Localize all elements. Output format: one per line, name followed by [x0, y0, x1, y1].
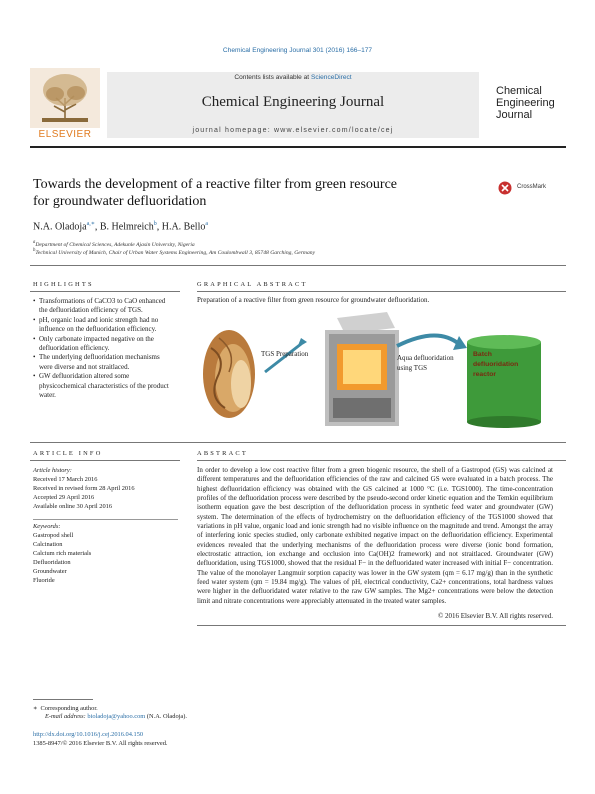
footnote-divider [33, 699, 93, 700]
article-title-line: Towards the development of a reactive filter from green resource [33, 177, 398, 192]
graphical-abstract-heading: GRAPHICAL ABSTRACT [197, 281, 308, 288]
email-owner: (N.A. Oladoja). [146, 713, 187, 720]
abstract-heading: ABSTRACT [197, 450, 248, 457]
arrow-icon [265, 344, 301, 372]
article-history-label: Article history: [33, 467, 72, 474]
email-label: E-mail address: [45, 713, 86, 720]
header-divider [30, 146, 566, 148]
section-divider [30, 265, 566, 266]
batch-reactor-image [467, 335, 541, 428]
keyword: Gastropod shell [33, 532, 74, 539]
doi-link[interactable]: http://dx.doi.org/10.1016/j.cej.2016.04.150 [33, 731, 144, 738]
journal-citation[interactable]: Chemical Engineering Journal 301 (2016) 166–177 [222, 47, 373, 54]
affiliation-text: Department of Chemical Sciences, Adekunle Ajasin University, Nigeria [35, 241, 195, 248]
sciencedirect-link[interactable]: ScienceDirect [310, 74, 352, 81]
highlight-item: • The underlying defluoridation mechanisms were diverse and not straitlaced. [33, 353, 173, 372]
cover-title-line: Chemical [496, 85, 542, 97]
article-title [33, 176, 473, 210]
elsevier-wordmark: ELSEVIER [38, 129, 92, 140]
highlight-item: • Transformations of CaCO3 to CaO enhanced the defluoridation efficiency of TGS. [33, 297, 173, 316]
keywords-label: Keywords: [33, 523, 61, 530]
email-note [45, 713, 187, 720]
history-date: Received 17 March 2016 [33, 476, 98, 483]
contents-available-line [107, 74, 479, 81]
furnace-image [325, 312, 399, 426]
crossmark-button[interactable] [498, 181, 558, 195]
affiliation-marker: a [33, 240, 36, 245]
journal-title: Chemical Engineering Journal [201, 94, 385, 110]
journal-cover-title [496, 85, 576, 121]
article-title-line: for groundwater defluoridation [33, 194, 207, 209]
author-name[interactable]: N.A. Oladoja [33, 221, 87, 233]
section-divider [197, 625, 566, 626]
ga-reactor-label: reactor [473, 371, 497, 378]
corresponding-marker: ∗ [33, 705, 38, 712]
heading-underline [30, 291, 180, 292]
heading-underline [30, 460, 180, 461]
elsevier-tree-icon [30, 68, 100, 128]
author-name[interactable]: H.A. Bello [161, 221, 206, 233]
issn-copyright: 1385-8947/© 2016 Elsevier B.V. All rights reserved. [33, 740, 168, 747]
keyword: Groundwater [33, 568, 67, 575]
ga-label-preparation: TGS Preparation [261, 350, 309, 358]
author-list: N.A. Oladoja$^{a,∗}$, B. Helmreich$^b$, H.A. Bello$^a$ [33, 221, 209, 233]
crossmark-label: CrossMark [517, 184, 547, 190]
author-name[interactable]: B. Helmreich [99, 221, 154, 233]
corresponding-author-note [33, 704, 98, 712]
article-info-heading: ARTICLE INFO [33, 450, 103, 457]
graphical-abstract-figure[interactable] [197, 308, 566, 434]
keyword: Calcium rich materials [33, 550, 92, 557]
ga-reactor-label: defluoridation [473, 361, 519, 368]
arrow-head-icon [297, 338, 307, 348]
article-history [33, 466, 183, 511]
arrow-icon [397, 335, 459, 346]
keywords-block [33, 522, 183, 585]
ga-label-aqua: Aqua defluoridation [397, 354, 454, 362]
heading-underline [197, 460, 566, 461]
ga-label-aqua: using TGS [397, 364, 428, 372]
highlight-item: • GW defluoridation altered some physicochemical characteristics of the product water. [33, 372, 173, 400]
affiliation-b [33, 248, 315, 256]
keyword: Fluoride [33, 577, 55, 584]
author-affiliation-marker[interactable]: a [205, 221, 209, 227]
affiliation-a [33, 240, 195, 248]
author-affiliation-marker[interactable]: a,∗ [86, 221, 95, 227]
crossmark-icon [498, 181, 514, 195]
history-date: Accepted 29 April 2016 [33, 494, 95, 501]
highlight-item: • pH, organic load and ionic strength had no influence on the defluoridation efficiency. [33, 316, 173, 335]
elsevier-logo[interactable] [30, 68, 100, 140]
cover-title-line: Engineering [496, 97, 555, 109]
keyword: Defluoridation [33, 559, 71, 566]
graphical-abstract-caption: Preparation of a reactive filter from green resource for groundwater defluoridation. [197, 296, 430, 304]
keyword: Calcination [33, 541, 63, 548]
abstract-body: In order to develop a low cost reactive filter from a green biogenic resource, the shell of a Gastropod (GS) was calcined at different temperatures and the defluoridation efficiencies of the raw and calcined GS were evaluated in a batch process. The highest defluoridation efficiency was obtained with the GS calcined at 1000 °C (i.e. TGS1000). The time-concentration profiles of the defluoridation process were described by the pseudo-second order kinetic equation and the Temkin equilibrium isotherm equation gave the best description of the defluoridation process in synthetic feed water and groundwater (GW) system. The determination of the effects of hydrochemistry on the defluoridation efficiency of the TGS1000 showed that variations in pH value, organic load and ionic strength had no visible influence on the magnitude and trend. Amongst the array of interfering ionic species studied, only carbonate exhibited negative impact on the defluoridation efficiency. Experimental evidences revealed that the underlying mechanisms of the defluoridation process were diverse (ionic bond formation, electrostatic attraction, ion exchange and occlusion into Ca(OH)2 framework) and not straitlaced. Groundwater (GW) defluoridation, using TGS1000, showed that the residual F− in the defluoridated water increased with initial F− concentration. The value of the monolayer Langmuir sorption capacity was lower in the GW system (qm = 6.17 mg/g) than in the synthetic feed water system (qm = 19.84 mg/g). The values of pH, electrical conductivity, Ca2+ concentrations, total hardness values were higher in the defluoridated water relative to the raw GW samples. The Mg2+ concentrations were below the detection limit and nitrate concentrations were appreciably attenuated in the treated water samples. [197, 466, 553, 605]
highlights-heading: HIGHLIGHTS [33, 281, 94, 288]
keywords-divider [33, 519, 178, 520]
highlight-item: • Only carbonate impacted negative on the defluoridation efficiency. [33, 335, 173, 354]
ga-reactor-label: Batch [473, 351, 492, 358]
cover-title-line: Journal [496, 109, 533, 121]
email-link[interactable]: bioladoja@yahoo.com [87, 713, 146, 720]
journal-homepage-link[interactable]: journal homepage: www.elsevier.com/locate/cej [192, 127, 394, 134]
affiliation-text: Technical University of Munich, Chair of Urban Water Systems Engineering, Am Coulombwall 3, 85748 Garching, Germany [35, 249, 316, 256]
heading-underline [197, 291, 566, 292]
abstract-copyright: © 2016 Elsevier B.V. All rights reserved. [437, 612, 553, 620]
gastropod-shell-image [197, 322, 259, 422]
corresponding-text: Corresponding author. [40, 705, 98, 712]
highlights-list [33, 297, 173, 400]
history-date: Received in revised form 28 April 2016 [33, 485, 135, 492]
affiliation-marker: b [33, 248, 36, 253]
author-affiliation-marker[interactable]: b [153, 221, 157, 227]
section-divider [30, 442, 566, 443]
contents-prefix: Contents lists available at [234, 74, 311, 81]
history-date: Available online 30 April 2016 [33, 503, 113, 510]
